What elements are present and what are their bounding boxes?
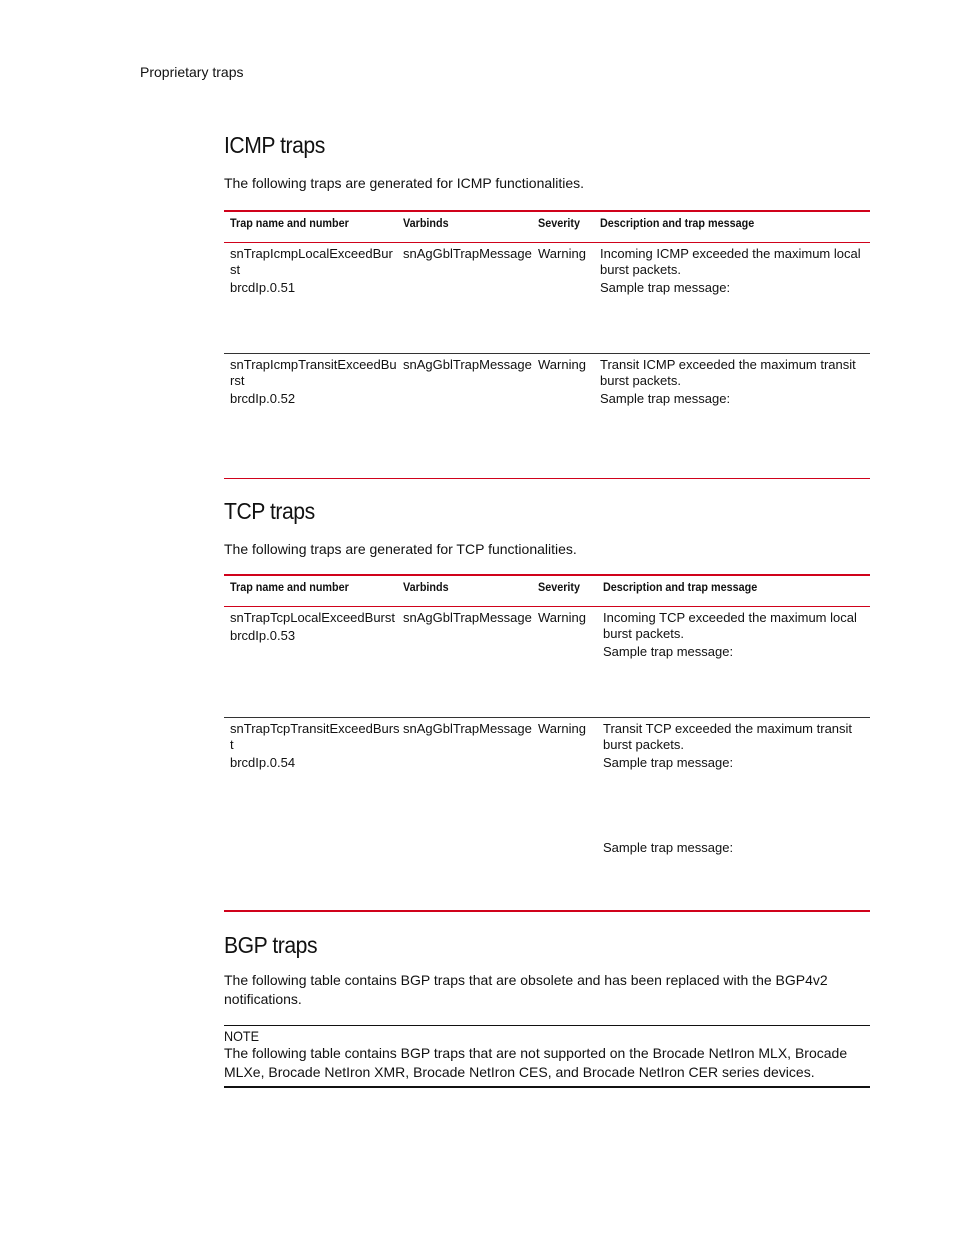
varbinds-cell: snAgGblTrapMessage <box>403 721 532 736</box>
description-cell <box>603 721 868 771</box>
trap-name-cell <box>230 610 395 644</box>
description-text-cont: burst packets. <box>600 373 681 388</box>
note-line: MLXe, Brocade NetIron XMR, Brocade NetIron CES, and Brocade NetIron CER series devices. <box>224 1064 815 1080</box>
bgp-section-title: BGP traps <box>224 932 318 958</box>
sample-trap-label: Sample trap message: <box>600 391 731 406</box>
trap-name: snTrapIcmpTransitExceedBu <box>230 357 397 372</box>
trap-name: snTrapTcpTransitExceedBurs <box>230 721 400 736</box>
description-cell <box>600 357 868 407</box>
description-cell <box>603 610 868 660</box>
sample-trap-label: Sample trap message: <box>603 755 734 770</box>
table-header <box>224 574 870 607</box>
header-severity: Severity <box>538 580 581 594</box>
table-row <box>224 354 870 480</box>
table-header <box>224 210 870 243</box>
severity-cell: Warning <box>538 721 586 736</box>
tcp-intro: The following traps are generated for TCP functionalities. <box>224 541 577 557</box>
description-text-cont: burst packets. <box>603 737 684 752</box>
section-divider <box>224 910 870 912</box>
header-severity: Severity <box>538 216 581 230</box>
trap-number: brcdIp.0.53 <box>230 628 296 643</box>
description-text-cont: burst packets. <box>600 262 681 277</box>
varbinds-cell: snAgGblTrapMessage <box>403 246 532 261</box>
trap-name-cont: t <box>230 737 234 752</box>
header-description: Description and trap message <box>600 216 755 230</box>
icmp-traps-table <box>224 210 870 480</box>
bgp-intro-line: notifications. <box>224 991 302 1007</box>
running-head: Proprietary traps <box>140 64 244 80</box>
trap-number: brcdIp.0.54 <box>230 755 296 770</box>
note-body <box>224 1044 870 1082</box>
sample-trap-label: Sample trap message: <box>600 280 731 295</box>
trap-name: snTrapTcpLocalExceedBurst <box>230 610 395 625</box>
trap-number: brcdIp.0.52 <box>230 391 296 406</box>
note-label: NOTE <box>224 1028 260 1044</box>
header-varbinds: Varbinds <box>403 580 449 594</box>
sample-trap-label-secondary: Sample trap message: <box>603 840 734 855</box>
trap-name-cell <box>230 246 395 296</box>
note-line: The following table contains BGP traps that are not supported on the Brocade NetIron MLX, Brocade <box>224 1045 848 1061</box>
description-cell <box>600 246 868 296</box>
description-text: Incoming ICMP exceeded the maximum local <box>600 246 861 261</box>
trap-name-cont: st <box>230 262 241 277</box>
table-row <box>224 243 870 354</box>
section-divider <box>224 478 870 479</box>
trap-name-cell <box>230 721 400 771</box>
bgp-intro <box>224 971 870 1009</box>
header-varbinds: Varbinds <box>403 216 449 230</box>
bgp-intro-line: The following table contains BGP traps that are obsolete and has been replaced with the BGP4v2 <box>224 972 828 988</box>
description-text: Transit ICMP exceeded the maximum transit <box>600 357 856 372</box>
header-description: Description and trap message <box>603 580 758 594</box>
trap-number: brcdIp.0.51 <box>230 280 296 295</box>
trap-name-cont: rst <box>230 373 245 388</box>
header-trap-name: Trap name and number <box>230 580 349 594</box>
description-text: Incoming TCP exceeded the maximum local <box>603 610 857 625</box>
tcp-traps-table <box>224 574 870 908</box>
varbinds-cell: snAgGblTrapMessage <box>403 357 532 372</box>
severity-cell: Warning <box>538 357 586 372</box>
header-trap-name: Trap name and number <box>230 216 349 230</box>
description-text-cont: burst packets. <box>603 626 684 641</box>
severity-cell: Warning <box>538 246 586 261</box>
table-row <box>224 718 870 908</box>
tcp-section-title: TCP traps <box>224 498 315 524</box>
severity-cell: Warning <box>538 610 586 625</box>
varbinds-cell: snAgGblTrapMessage <box>403 610 532 625</box>
description-text: Transit TCP exceeded the maximum transit <box>603 721 853 736</box>
icmp-section-title: ICMP traps <box>224 132 325 158</box>
trap-name-cell <box>230 357 395 407</box>
sample-trap-label: Sample trap message: <box>603 644 734 659</box>
table-row <box>224 607 870 718</box>
trap-name: snTrapIcmpLocalExceedBur <box>230 246 393 261</box>
note-box <box>224 1025 870 1088</box>
icmp-intro: The following traps are generated for ICMP functionalities. <box>224 175 585 191</box>
